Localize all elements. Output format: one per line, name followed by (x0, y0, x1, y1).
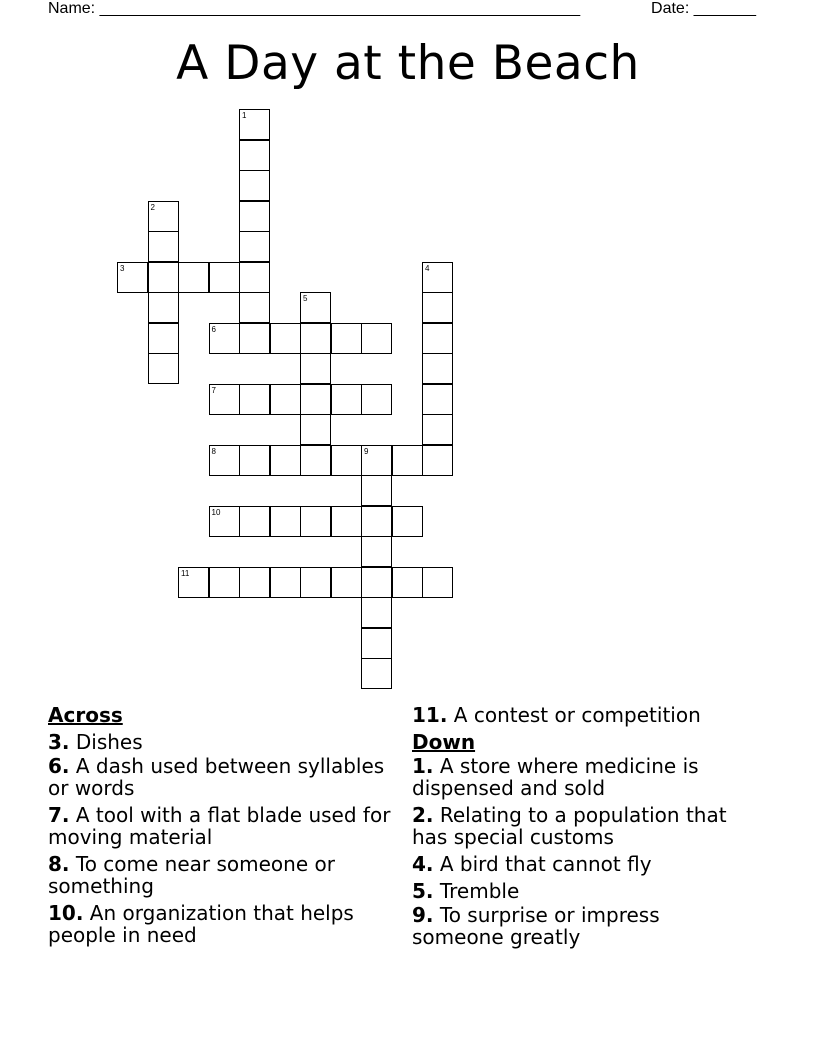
grid-cell[interactable] (270, 506, 301, 537)
clue-across-3 (48, 731, 393, 753)
clue-text: To come near someone or something (48, 852, 335, 898)
clue-text: A tool with a flat blade used for moving material (48, 803, 391, 849)
grid-cell[interactable] (361, 475, 392, 506)
clue-number: 1. (412, 754, 434, 778)
clue-number: 5. (412, 879, 434, 903)
grid-cell[interactable] (361, 445, 392, 476)
grid-cell[interactable] (422, 353, 453, 384)
clue-text: A bird that cannot fly (439, 852, 652, 876)
clue-number-label: 11 (181, 568, 190, 578)
clue-number: 4. (412, 852, 434, 876)
grid-cell[interactable] (361, 567, 392, 598)
grid-cell[interactable] (300, 292, 331, 323)
grid-cell[interactable] (331, 445, 362, 476)
clue-text: To surprise or impress someone greatly (412, 903, 660, 949)
grid-cell[interactable] (300, 445, 331, 476)
clue-number: 6. (48, 754, 70, 778)
clue-number-label: 4 (425, 263, 430, 273)
grid-cell[interactable] (300, 384, 331, 415)
across-heading: Across (48, 703, 123, 727)
grid-cell[interactable] (209, 384, 240, 415)
grid-cell[interactable] (239, 506, 270, 537)
clue-number: 8. (48, 852, 70, 876)
clue-number-label: 6 (211, 324, 216, 334)
clue-number-label: 3 (120, 263, 125, 273)
clue-text: A store where medicine is dispensed and sold (412, 754, 699, 800)
clues-right-column (412, 704, 757, 948)
clue-text: Relating to a population that has special customs (412, 803, 727, 849)
clue-across-11 (412, 704, 757, 726)
grid-cell[interactable] (209, 323, 240, 354)
clue-down-1 (412, 755, 757, 799)
grid-cell[interactable] (422, 445, 453, 476)
grid-cell[interactable] (270, 323, 301, 354)
grid-cell[interactable] (239, 292, 270, 323)
puzzle-title: A Day at the Beach (176, 36, 640, 91)
clue-text: Tremble (439, 879, 520, 903)
grid-cell[interactable] (239, 231, 270, 262)
grid-cell[interactable] (361, 506, 392, 537)
grid-cell[interactable] (239, 262, 270, 293)
grid-cell[interactable] (239, 109, 270, 140)
grid-cell[interactable] (331, 384, 362, 415)
grid-cell[interactable] (331, 323, 362, 354)
grid-cell[interactable] (117, 262, 148, 293)
grid-cell[interactable] (239, 384, 270, 415)
grid-cell[interactable] (148, 262, 179, 293)
clue-down-2 (412, 804, 757, 848)
clue-text: Dishes (75, 730, 143, 754)
clue-across-8 (48, 853, 393, 897)
clue-number: 10. (48, 901, 84, 925)
grid-cell[interactable] (361, 536, 392, 567)
clue-number: 9. (412, 903, 434, 927)
grid-cell[interactable] (361, 323, 392, 354)
grid-cell[interactable] (270, 445, 301, 476)
clue-down-5 (412, 880, 757, 902)
grid-cell[interactable] (361, 384, 392, 415)
clue-text: A dash used between syllables or words (48, 754, 385, 800)
grid-cell[interactable] (422, 292, 453, 323)
clue-number-label: 5 (303, 294, 308, 303)
grid-cell[interactable] (331, 506, 362, 537)
clue-number-label: 2 (150, 202, 155, 212)
grid-cell[interactable] (239, 323, 270, 354)
grid-cell[interactable] (239, 140, 270, 171)
clue-number-label: 9 (364, 446, 369, 456)
clues-left-column (48, 704, 393, 946)
clue-number: 2. (412, 803, 434, 827)
grid-cell[interactable] (300, 567, 331, 598)
grid-cell[interactable] (361, 597, 392, 628)
grid-cell[interactable] (392, 506, 423, 537)
grid-cell[interactable] (392, 445, 423, 476)
grid-cell[interactable] (331, 567, 362, 598)
grid-cell[interactable] (239, 201, 270, 232)
grid-cell[interactable] (361, 628, 392, 659)
grid-cell[interactable] (178, 262, 209, 293)
grid-cell[interactable] (361, 658, 392, 689)
grid-cell[interactable] (239, 445, 270, 476)
grid-cell[interactable] (300, 506, 331, 537)
down-heading: Down (412, 730, 476, 754)
grid-cell[interactable] (209, 262, 240, 293)
grid-cell[interactable] (422, 567, 453, 598)
clue-down-9 (412, 904, 757, 948)
clue-number-label: 10 (211, 507, 221, 517)
grid-cell[interactable] (209, 567, 240, 598)
clue-text: An organization that helps people in need (48, 901, 354, 947)
clue-number: 11. (412, 703, 448, 727)
name-field-label: Name: ______________________________________________________ (48, 0, 581, 17)
grid-cell[interactable] (422, 414, 453, 445)
clue-across-10 (48, 902, 393, 946)
grid-cell[interactable] (209, 445, 240, 476)
grid-cell[interactable] (300, 353, 331, 384)
grid-cell[interactable] (148, 353, 179, 384)
clue-text: A contest or competition (453, 703, 701, 727)
grid-cell[interactable] (239, 567, 270, 598)
grid-cell[interactable] (422, 262, 453, 293)
grid-cell[interactable] (270, 567, 301, 598)
grid-cell[interactable] (300, 323, 331, 354)
grid-cell[interactable] (148, 201, 179, 232)
grid-cell[interactable] (148, 292, 179, 323)
clue-down-4 (412, 853, 757, 875)
grid-cell[interactable] (270, 384, 301, 415)
grid-cell[interactable] (209, 506, 240, 537)
grid-cell[interactable] (392, 567, 423, 598)
grid-cell[interactable] (148, 231, 179, 262)
clue-number: 3. (48, 730, 70, 754)
clue-across-6 (48, 755, 393, 799)
clue-across-7 (48, 804, 393, 848)
grid-cell[interactable] (300, 414, 331, 445)
date-field-label: Date: _______ (651, 0, 756, 17)
grid-cell[interactable] (148, 323, 179, 354)
grid-cell[interactable] (422, 323, 453, 354)
grid-cell[interactable] (422, 384, 453, 415)
clue-number-label: 8 (211, 446, 216, 456)
grid-cell[interactable] (178, 567, 209, 598)
grid-cell[interactable] (239, 170, 270, 201)
clue-number-label: 7 (211, 385, 216, 395)
clue-number-label: 1 (242, 111, 247, 120)
clue-number: 7. (48, 803, 70, 827)
